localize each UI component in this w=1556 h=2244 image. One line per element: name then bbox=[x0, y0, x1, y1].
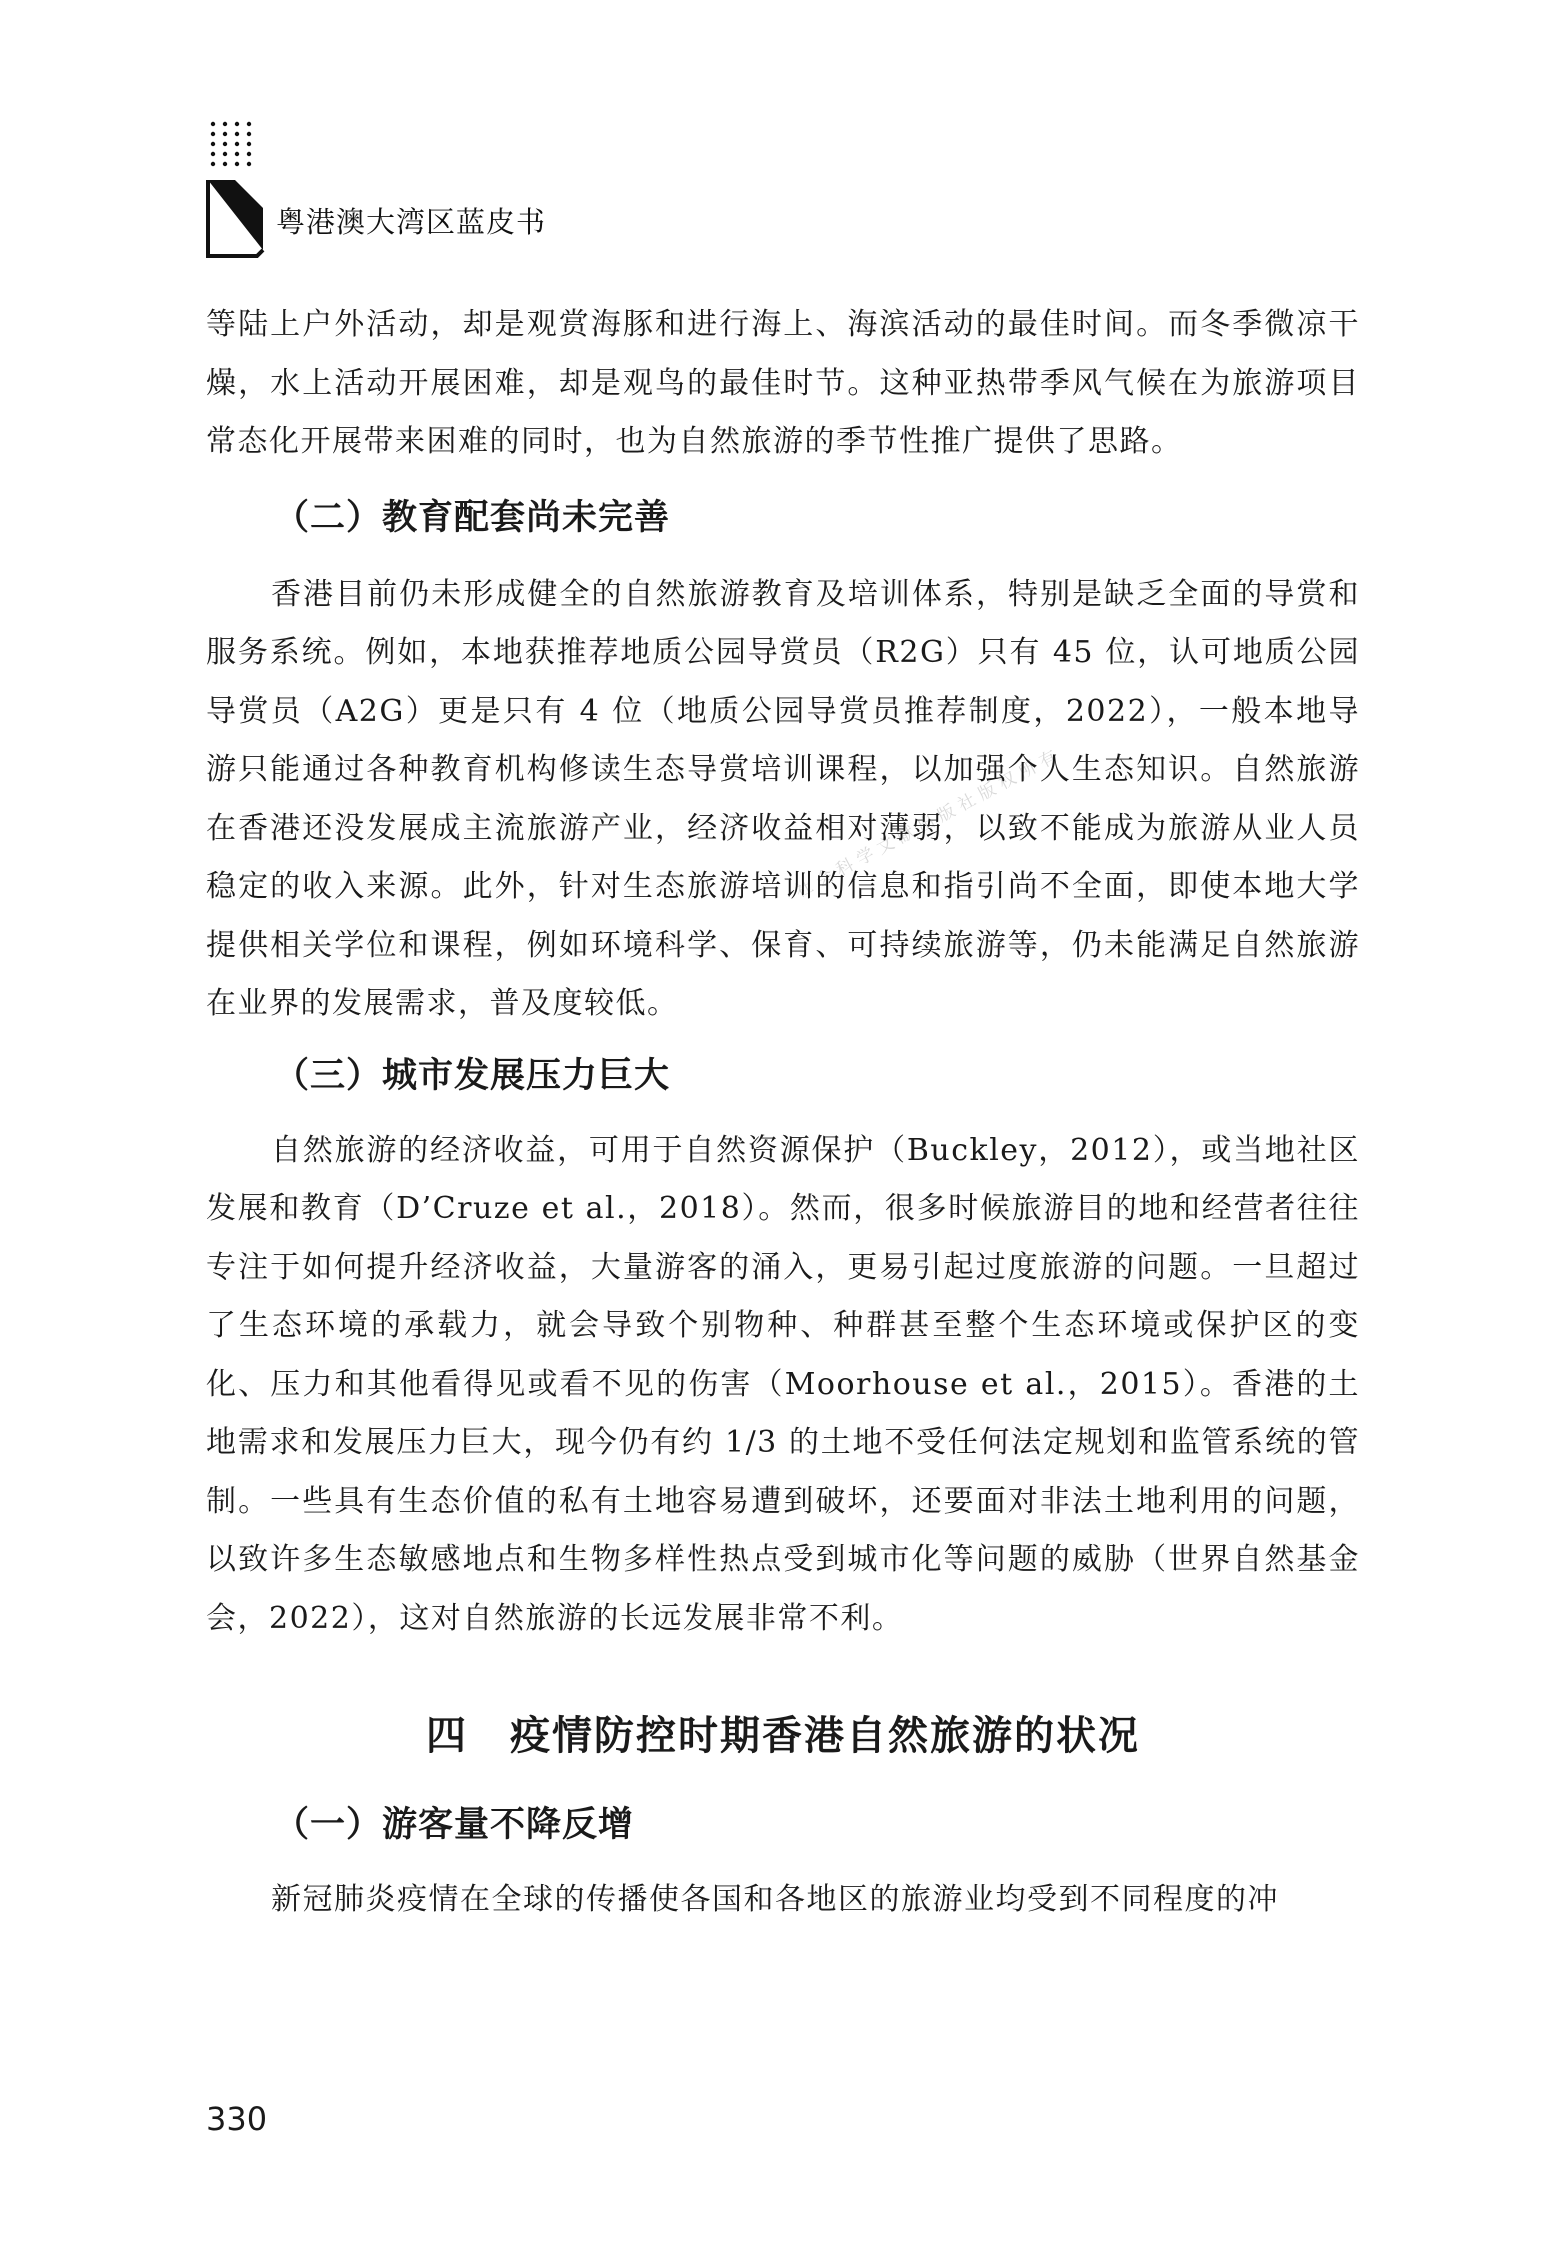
paragraph-2: 香港目前仍未形成健全的自然旅游教育及培训体系，特别是缺乏全面的导赏和服务系统。例如，本地获推荐地质公园导赏员（R2G）只有 45 位，认可地质公园导赏员（A2G）更是只有 4 位（地质公园导赏员推荐制度，2022），一般本地导游只能通过各种教育机构修读生态导赏培训课程，以加强个人生态知识。自然旅游在香港还没发展成主流旅游产业，经济收益相对薄弱，以致不能成为旅游从业人员稳定的收入来源。此外，针对生态旅游培训的信息和指引尚不全面，即使本地大学提供相关学位和课程，例如环境科学、保育、可持续旅游等，仍未能满足自然旅游在业界的发展需求，普及度较低。 bbox=[206, 576, 1360, 1021]
paragraph-3: 自然旅游的经济收益，可用于自然资源保护（Buckley，2012），或当地社区发展和教育（D’Cruze et al.，2018）。然而，很多时候旅游目的地和经营者往往专注于如何提升经济收益，大量游客的涌入，更易引起过度旅游的问题。一旦超过了生态环境的承载力，就会导致个别物种、种群甚至整个生态环境或保护区的变化、压力和其他看得见或看不见的伤害（Moorhouse et al.，2015）。香港的土地需求和发展压力巨大，现今仍有约 1/3 的土地不受任何法定规划和监管系统的管制。一些具有生态价值的私有土地容易遭到破坏，还要面对非法土地利用的问题，以致许多生态敏感地点和生物多样性热点受到城市化等问题的威胁（世界自然基金会，2022），这对自然旅游的长远发展非常不利。 bbox=[206, 1132, 1360, 1636]
subheading-3: （三）城市发展压力巨大 bbox=[274, 1055, 671, 1096]
header-logo bbox=[205, 120, 267, 260]
subheading-2: （二）教育配套尚未完善 bbox=[274, 497, 671, 538]
page-number: 330 bbox=[206, 2100, 268, 2138]
watermark: 社会科学文献出版社版权所有 bbox=[792, 744, 1066, 903]
page-body bbox=[206, 296, 1360, 1930]
paragraph-4: 新冠肺炎疫情在全球的传播使各国和各地区的旅游业均受到不同程度的冲 bbox=[271, 1882, 1279, 1917]
paragraph-1: 等陆上户外活动，却是观赏海豚和进行海上、海滨活动的最佳时间。而冬季微凉干燥，水上活动开展困难，却是观鸟的最佳时节。这种亚热带季风气候在为旅游项目常态化开展带来困难的同时，也为自然旅游的季节性推广提供了思路。 bbox=[206, 307, 1360, 459]
dot-grid-icon bbox=[209, 120, 261, 172]
subheading-4-1: （一）游客量不降反增 bbox=[274, 1805, 635, 1845]
series-title: 粤港澳大湾区蓝皮书 bbox=[276, 205, 547, 239]
book-corner-logo-icon bbox=[205, 176, 267, 260]
section-title: 四 疫情防控时期香港自然旅游的状况 bbox=[426, 1713, 1140, 1759]
